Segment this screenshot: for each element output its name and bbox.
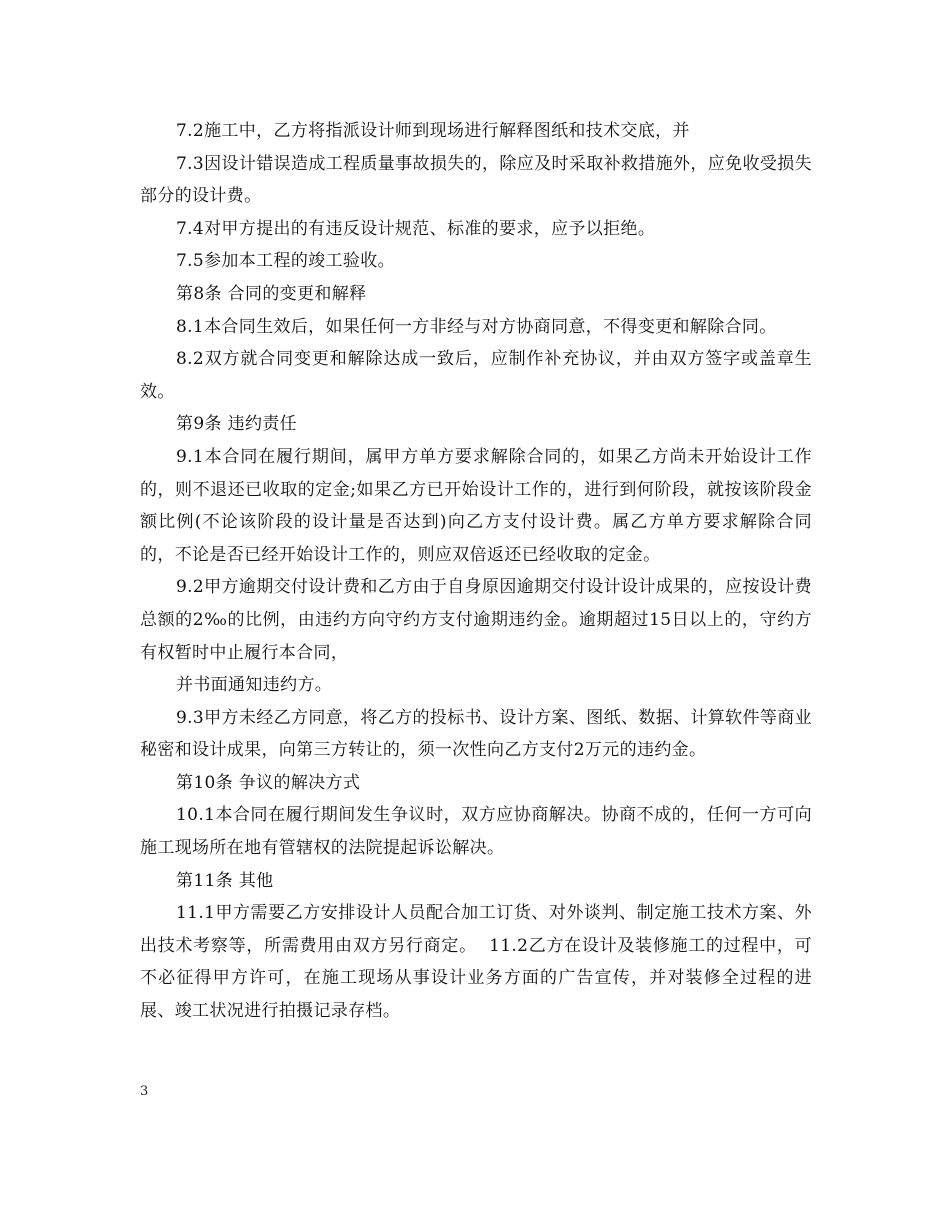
section-heading-11: 第11条 其他 <box>176 870 274 891</box>
document-body <box>140 115 812 1028</box>
paragraph-9-2: 9.2甲方逾期交付设计费和乙方由于自身原因逾期交付设计设计成果的，应按设计费总额的2‰的比例，由违约方向守约方支付逾期违约金。逾期超过15日以上的，守约方有权暂时中止履行本合同， <box>140 577 812 663</box>
paragraph-11-1: 11.1甲方需要乙方安排设计人员配合加工订货、对外谈判、制定施工技术方案、外出技术考察等，所需费用由双方另行商定。 11.2乙方在设计及装修施工的过程中，可不必征得甲方许可，在施工现场从事设计业务方面的广告宣传，并对装修全过程的进展、竣工状况进行拍摄记录存档。 <box>140 903 812 1022</box>
section-heading-8: 第8条 合同的变更和解释 <box>176 283 367 304</box>
section-heading-10: 第10条 争议的解决方式 <box>176 772 361 793</box>
paragraph-10-1: 10.1本合同在履行期间发生争议时，双方应协商解决。协商不成的，任何一方可向施工现场所在地有管辖权的法院提起诉讼解决。 <box>140 805 812 859</box>
section-heading-9: 第9条 违约责任 <box>176 414 298 435</box>
paragraph-8-1: 8.1本合同生效后，如果任何一方非经与对方协商同意，不得变更和解除合同。 <box>176 316 777 337</box>
paragraph-7-2: 7.2施工中，乙方将指派设计师到现场进行解释图纸和技术交底，并 <box>176 121 690 141</box>
paragraph-9-2-continued: 并书面通知违约方。 <box>176 675 333 696</box>
paragraph-7-3: 7.3因设计错误造成工程质量事故损失的，除应及时采取补救措施外，应免收受损失部分的设计费。 <box>140 153 812 207</box>
page-number: 3 <box>140 1084 149 1099</box>
paragraph-7-4: 7.4对甲方提出的有违反设计规范、标准的要求，应予以拒绝。 <box>176 218 656 239</box>
paragraph-7-5: 7.5参加本工程的竣工验收。 <box>176 251 395 272</box>
paragraph-8-2: 8.2双方就合同变更和解除达成一致后，应制作补充协议，并由双方签字或盖章生效。 <box>140 349 812 402</box>
paragraph-9-3: 9.3甲方未经乙方同意，将乙方的投标书、设计方案、图纸、数据、计算软件等商业秘密和设计成果，向第三方转让的，须一次性向乙方支付2万元的违约金。 <box>140 707 812 761</box>
paragraph-9-1: 9.1本合同在履行期间，属甲方单方要求解除合同的，如果乙方尚未开始设计工作的，则不退还已收取的定金;如果乙方已开始设计工作的，进行到何阶段，就按该阶段金额比例(不论该阶段的设计量是否达到)向乙方支付设计费。属乙方单方要求解除合同的，不论是否已经开始设计工作的，则应双倍返还已经收取的定金。 <box>140 446 812 565</box>
